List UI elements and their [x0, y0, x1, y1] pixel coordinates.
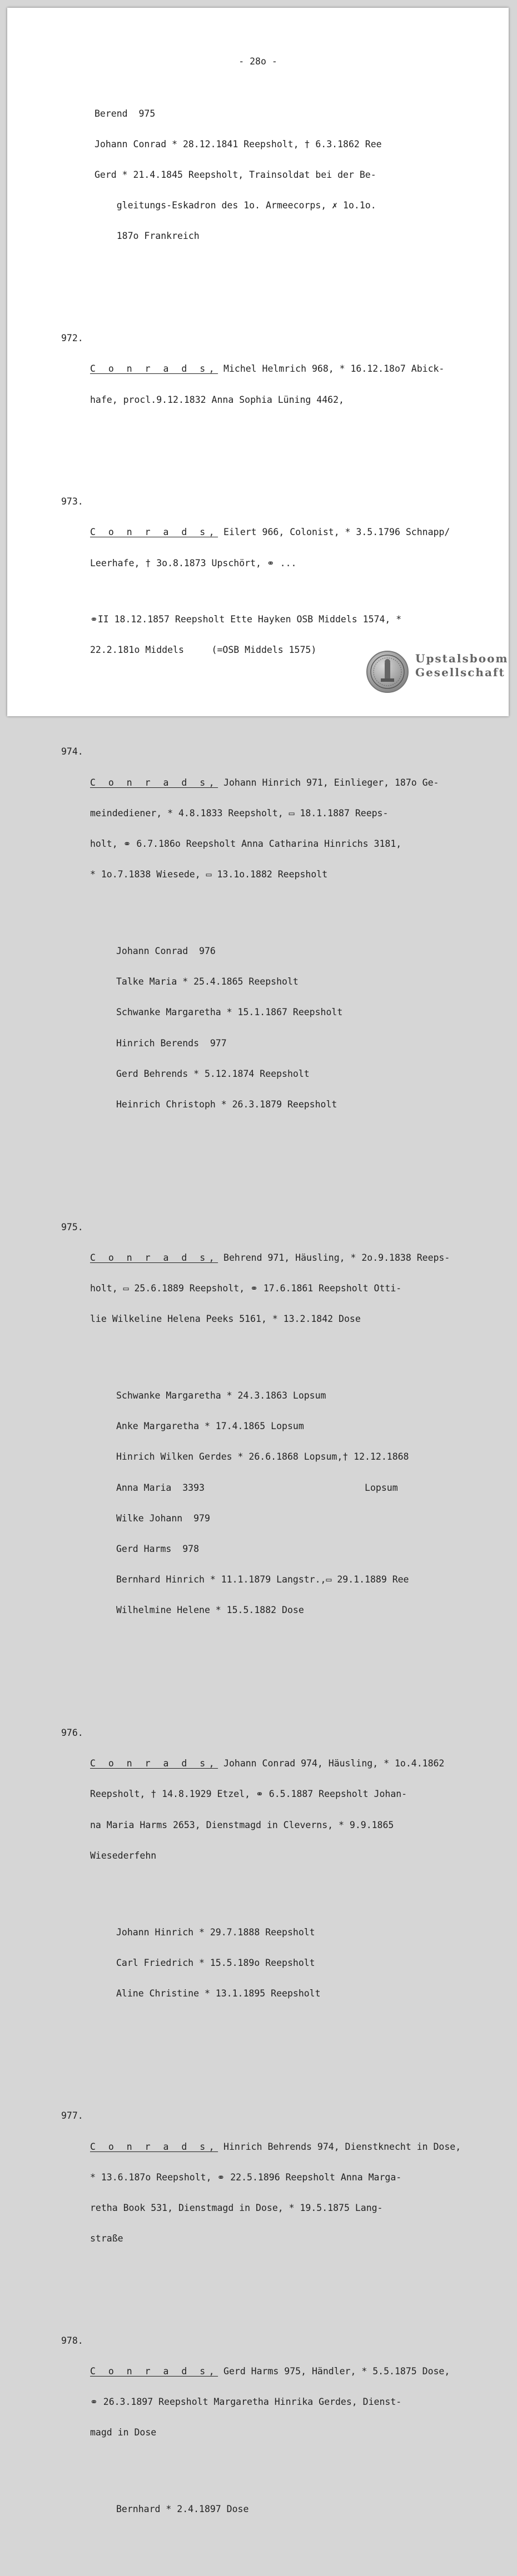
entry-line: Behrend 971, Häusling, * 2o.9.1838 Reeps- [223, 1252, 450, 1263]
entry-line: Eilert 966, Colonist, * 3.5.1796 Schnapp/ [223, 527, 450, 538]
child-line: Johann Hinrich * 29.7.1888 Reepsholt [116, 1926, 315, 1938]
page-number: - 28o - [238, 56, 277, 67]
entry-number: 975. [61, 1221, 83, 1232]
surname: C o n r a d s, [90, 527, 218, 538]
entry-line: na Maria Harms 2653, Dienstmagd in Cleverns, * 9.9.1865 [90, 1819, 394, 1830]
entry-974 [61, 747, 453, 1151]
child-line: Gerd Behrends * 5.12.1874 Reepsholt [116, 1068, 310, 1079]
entry-line: lie Wilkeline Helena Peeks 5161, * 13.2.1842 Dose [90, 1314, 361, 1325]
surname: C o n r a d s, [90, 2141, 218, 2152]
entry-number: 977. [61, 2110, 83, 2121]
surname: C o n r a d s, [90, 1758, 218, 1769]
entry-line: * 1o.7.1838 Wiesede, ▭ 13.1o.1882 Reepsholt [90, 869, 328, 880]
entry-978 [61, 2336, 453, 2555]
entry-number: 972. [61, 333, 83, 344]
entry-line: Michel Helmrich 968, * 16.12.18o7 Abick- [223, 363, 445, 375]
entry-976 [61, 1728, 453, 2040]
intro-line: gleitungs-Eskadron des 1o. Armeecorps, ✗ 1o.1o. [95, 200, 376, 211]
children-list [90, 2484, 453, 2535]
entry-number: 974. [61, 746, 83, 757]
intro-line: Johann Conrad * 28.12.1841 Reepsholt, † 6.3.1862 Ree [95, 138, 382, 149]
intro-line: 187o Frankreich [95, 231, 200, 242]
entry-line: holt, ▭ 25.6.1889 Reepsholt, ⚭ 17.6.1861 Reepsholt Otti- [90, 1282, 402, 1294]
entry-line: Leerhafe, † 3o.8.1873 Upschört, ⚭ ... [90, 557, 297, 568]
intro-line: Gerd * 21.4.1845 Reepsholt, Trainsoldat bei der Be- [95, 169, 376, 181]
entry-line: Wiesederfehn [90, 1850, 157, 1861]
child-line: Aline Christine * 13.1.1895 Reepsholt [116, 1988, 321, 1999]
child-line: Gerd Harms 978 [116, 1544, 200, 1555]
seal-icon [366, 651, 409, 693]
child-line: Anke Margaretha * 17.4.1865 Lopsum [116, 1421, 304, 1432]
children-list [90, 1907, 453, 2019]
child-line: Anna Maria 3393 Lopsum [116, 1482, 398, 1493]
child-line: Schwanke Margaretha * 24.3.1863 Lopsum [116, 1390, 326, 1401]
entry-number: 978. [61, 2335, 83, 2346]
entry-977 [61, 2110, 461, 2264]
logo-text [415, 652, 509, 680]
entry-972 [61, 333, 453, 426]
entry-line: * 13.6.187o Reepsholt, ⚭ 22.5.1896 Reepsholt Anna Marga- [90, 2171, 402, 2183]
child-line: Hinrich Berends 977 [116, 1037, 227, 1049]
surname: C o n r a d s, [90, 777, 218, 788]
surname: C o n r a d s, [90, 1252, 218, 1263]
child-line: Bernhard * 2.4.1897 Dose [116, 2504, 249, 2515]
intro-children [32, 88, 453, 262]
entry-line: ⚭ 26.3.1897 Reepsholt Margaretha Hinrika Gerdes, Dienst- [90, 2397, 402, 2408]
child-line: Talke Maria * 25.4.1865 Reepsholt [116, 976, 299, 987]
logo-line-1: Upstalsboom [415, 652, 509, 665]
children-list [90, 1370, 453, 1636]
surname: C o n r a d s, [90, 2366, 218, 2377]
entry-line: Gerd Harms 975, Händler, * 5.5.1875 Dose, [223, 2366, 450, 2377]
entry-975 [61, 1222, 453, 1657]
child-line: Bernhard Hinrich * 11.1.1879 Langstr.,▭ 29.1.1889 Ree [116, 1574, 409, 1585]
entry-line: meindediener, * 4.8.1833 Reepsholt, ▭ 18.1.1887 Reeps- [90, 807, 389, 818]
surname: C o n r a d s, [90, 363, 218, 375]
entry-line: hafe, procl.9.12.1832 Anna Sophia Lüning 4462, [90, 394, 344, 405]
entry-line: holt, ⚭ 6.7.186o Reepsholt Anna Catharina Hinrichs 3181, [90, 838, 402, 850]
entry-line: Johann Hinrich 971, Einlieger, 187o Ge- [223, 777, 439, 788]
child-line: Heinrich Christoph * 26.3.1879 Reepsholt [116, 1099, 337, 1110]
child-line: Wilhelmine Helene * 15.5.1882 Dose [116, 1605, 304, 1616]
entry-number: 973. [61, 496, 83, 507]
upstalsboom-logo [366, 651, 509, 701]
entry-973 [61, 497, 453, 676]
document-page [7, 8, 509, 2515]
entry-line: Reepsholt, † 14.8.1929 Etzel, ⚭ 6.5.1887 Reepsholt Johan- [90, 1789, 407, 1800]
intro-line: Berend 975 [95, 108, 156, 119]
child-line: Johann Conrad 976 [116, 946, 216, 957]
child-line: Carl Friedrich * 15.5.189o Reepsholt [116, 1957, 315, 1968]
entry-line: retha Book 531, Dienstmagd in Dose, * 19.5.1875 Lang- [90, 2203, 383, 2214]
entry-line: 22.2.181o Middels (=OSB Middels 1575) [90, 644, 317, 655]
entry-line: Johann Conrad 974, Häusling, * 1o.4.1862 [223, 1758, 445, 1769]
entry-line: magd in Dose [90, 2427, 157, 2438]
entry-line: Hinrich Behrends 974, Dienstknecht in Dose, [223, 2141, 461, 2152]
child-line: Wilke Johann 979 [116, 1512, 210, 1524]
children-list [90, 926, 453, 1130]
entry-number: 976. [61, 1727, 83, 1738]
entry-line: straße [90, 2233, 123, 2244]
logo-line-2: Gesellschaft [415, 666, 505, 679]
entry-line: ⚭II 18.12.1857 Reepsholt Ette Hayken OSB Middels 1574, * [90, 613, 402, 625]
child-line: Hinrich Wilken Gerdes * 26.6.1868 Lopsum,† 12.12.1868 [116, 1451, 409, 1462]
child-line: Schwanke Margaretha * 15.1.1867 Reepsholt [116, 1007, 343, 1018]
